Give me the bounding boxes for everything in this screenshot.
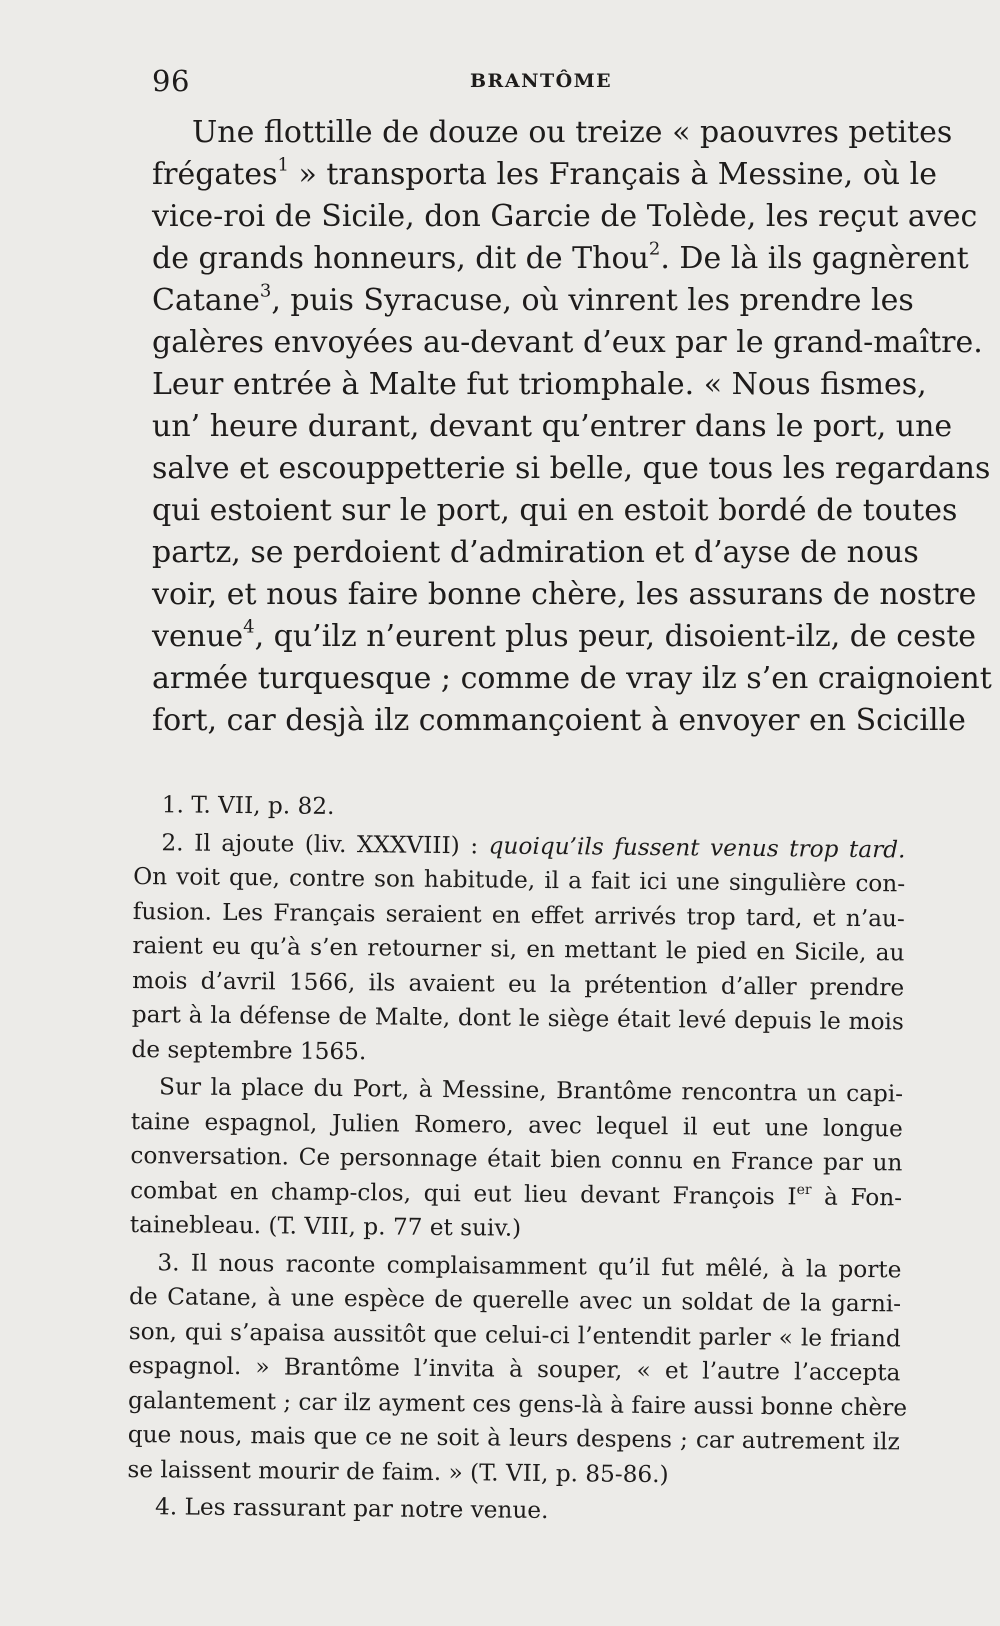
text-line: Une flottille de douze ou treize « paouvres petites <box>192 115 953 150</box>
footnote-2 <box>131 825 905 1074</box>
footnote-line: galantement ; car ilz ayment ces gens-là à faire aussi bonne chère <box>127 1386 908 1421</box>
text-line: partz, se perdoient d’admiration et d’ayse de nous <box>152 535 919 570</box>
footnote-line: fusion. Les Français seraient en effet arrivés trop tard, et n’au- <box>132 897 905 932</box>
footnote-line: combat en champ-clos, qui eut lieu devant François Ier à Fon- <box>130 1176 903 1211</box>
page-number: 96 <box>152 64 190 98</box>
superscript-er: er <box>796 1181 812 1198</box>
footnote-line: de Catane, à une espèce de querelle avec un soldat de la garni- <box>128 1282 902 1318</box>
main-text <box>152 112 992 742</box>
footnote-line: son, qui s’apaisa aussitôt que celui-ci l’entendit parler « le friand <box>128 1317 901 1352</box>
footnotes <box>127 788 906 1535</box>
footnote-line: espagnol. » Brantôme l’invita à souper, « et l’autre l’accepta <box>128 1351 901 1387</box>
footnote-ref: 4 <box>243 616 255 638</box>
text-line: galères envoyées au-devant d’eux par le grand-maître. <box>152 325 983 360</box>
text-line: venue$^4$, qu’ilz n’eurent plus peur, disoient-ilz, de ceste <box>152 616 977 654</box>
footnote-line: part à la défense de Malte, dont le siège était levé depuis le mois <box>131 1000 904 1036</box>
footnote-1 <box>134 788 906 830</box>
footnote-line: 3. Il nous raconte complaisamment qu’il fut mêlé, à la porte <box>157 1248 902 1283</box>
footnote-line: tainebleau. (T. VIII, p. 77 et suiv.) <box>129 1210 522 1242</box>
footnote-line: Sur la place du Port, à Messine, Brantôme rencontra un capi- <box>159 1073 904 1108</box>
text-line: salve et escouppetterie si belle, que tous les regardans <box>152 451 991 486</box>
footnote-ref: 2 <box>648 238 661 260</box>
footnote-3 <box>127 1245 908 1494</box>
footnote-2-continued <box>130 1070 904 1250</box>
footnote-line: On voit que, contre son habitude, il a fait ici une singulière con- <box>133 862 906 898</box>
running-title: BRANTÔME <box>470 70 613 92</box>
footnote-line: conversation. Ce personnage était bien connu en France par un <box>130 1141 903 1177</box>
text-line: voir, et nous faire bonne chère, les assurans de nostre <box>152 577 977 612</box>
text-line: un’ heure durant, devant qu’entrer dans le port, une <box>152 409 953 444</box>
quotation-italic: quoiqu’ils fussent venus trop tard. <box>488 831 906 863</box>
footnote-line: raient eu qu’à s’en retourner si, en mettant le pied en Sicile, au <box>132 931 905 967</box>
footnote-line: se laissent mourir de faim. » (T. VII, p. 85-86.) <box>127 1455 669 1488</box>
text-line: Catane$^3$, puis Syracuse, où vinrent les prendre les <box>152 280 914 318</box>
text-line: Leur entrée à Malte fut triomphale. « Nous fismes, <box>152 367 927 402</box>
footnote-line: 1. T. VII, p. 82. <box>161 791 335 820</box>
footnote-ref: 3 <box>259 280 272 302</box>
running-head <box>152 64 910 104</box>
footnote-line: taine espagnol, Julien Romero, avec lequel il eut une longue <box>130 1107 903 1142</box>
footnote-line: de septembre 1565. <box>131 1035 367 1065</box>
text-line: frégates$^1$ » transporta les Français à Messine, où le <box>152 154 938 192</box>
footnote-4 <box>127 1490 899 1532</box>
text-line: de grands honneurs, dit de Thou$^2$. De là ils gagnèrent <box>152 238 969 276</box>
footnote-ref: 1 <box>277 154 289 176</box>
text-line: vice-roi de Sicile, don Garcie de Tolède, les reçut avec <box>152 199 978 234</box>
text-line: qui estoient sur le port, qui en estoit bordé de toutes <box>152 493 958 528</box>
footnote-line: 2. Il ajoute (liv. XXXVIII) : quoiqu’ils fussent venus trop tard. <box>161 828 906 863</box>
footnote-line: que nous, mais que ce ne soit à leurs despens ; car autrement ilz <box>127 1420 900 1456</box>
footnote-line: 4. Les rassurant par notre venue. <box>154 1493 549 1525</box>
footnote-line: mois d’avril 1566, ils avaient eu la prétention d’aller prendre <box>132 966 905 1001</box>
text-line: fort, car desjà ilz commançoient à envoyer en Scicille <box>152 703 966 738</box>
text-line: armée turquesque ; comme de vray ilz s’en craignoient <box>152 661 992 696</box>
